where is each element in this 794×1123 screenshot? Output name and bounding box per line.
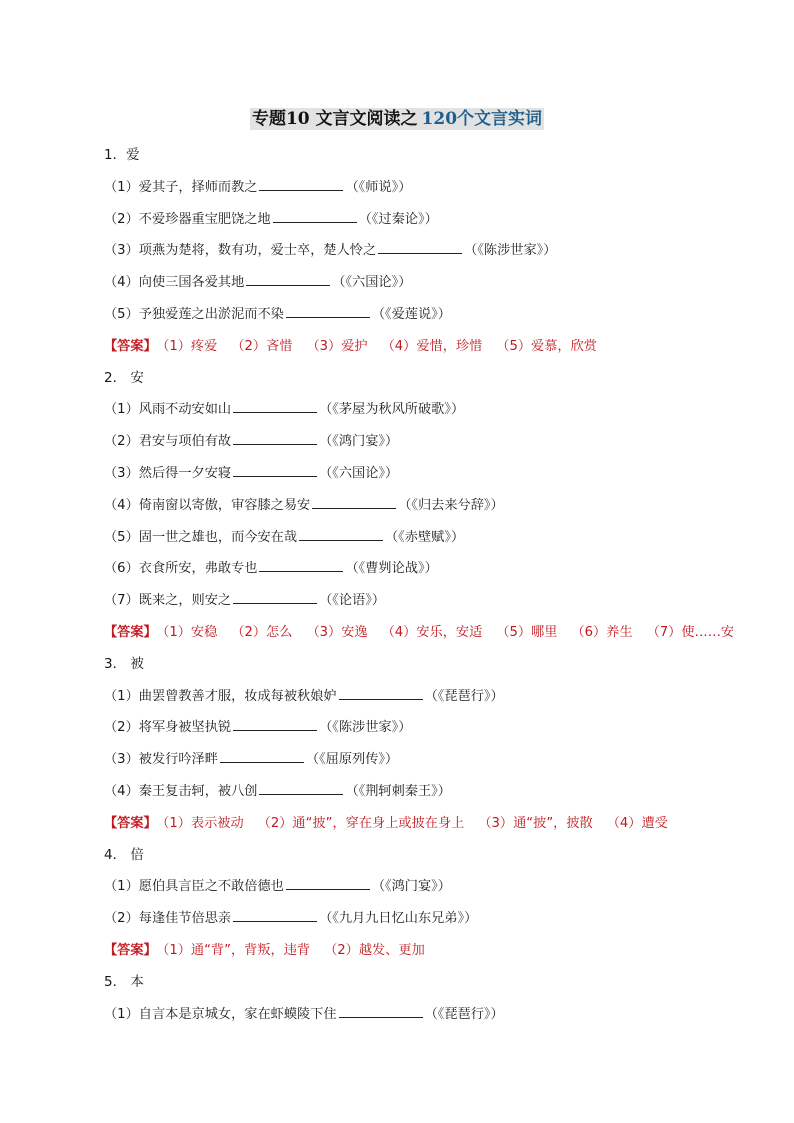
item-text: 愿伯具言臣之不敢倍德也 [138, 879, 284, 895]
item-text: 将军身被坚执锐 [138, 720, 232, 736]
item-number: （2） [104, 911, 139, 927]
item-number: （7） [104, 593, 139, 609]
item-source: （《屈原列传》） [305, 752, 399, 768]
answer-item: （3）安逸 [306, 624, 368, 640]
answer-item: （2）越发、更加 [324, 942, 425, 958]
item-text: 向使三国各爱其地 [138, 275, 245, 291]
exercise-item [104, 235, 744, 267]
answer-line [104, 808, 744, 840]
answer-tag: 【答案】 [104, 624, 157, 640]
exercise-item [104, 299, 744, 331]
item-text: 秦王复击轲，被八创 [138, 783, 258, 799]
exercise-item [104, 172, 744, 204]
exercise-item [104, 426, 744, 458]
item-number: （2） [104, 434, 139, 450]
exercise-item [104, 267, 744, 299]
item-source: （《论语》） [319, 593, 386, 609]
section-heading: 5． 本 [104, 973, 144, 990]
document-body [104, 140, 744, 1030]
answer-line [104, 935, 744, 967]
item-text: 然后得一夕安寝 [138, 465, 232, 481]
item-source: （《琵琶行》） [424, 688, 504, 704]
answer-blank [299, 527, 383, 541]
item-source: （《师说》） [345, 179, 412, 195]
item-source: （《陈涉世家》） [464, 243, 557, 259]
item-number: （1） [104, 1006, 139, 1022]
answer-tag: 【答案】 [104, 942, 157, 958]
item-text: 不爱珍器重宝肥饶之地 [138, 211, 271, 227]
item-number: （3） [104, 465, 139, 481]
answer-blank [233, 908, 317, 922]
item-number: （5） [104, 529, 139, 545]
exercise-item [104, 553, 744, 585]
answer-item: （1）安稳 [162, 624, 218, 640]
item-number: （4） [104, 783, 139, 799]
item-number: （5） [104, 306, 139, 322]
item-text: 每逢佳节倍思亲 [138, 911, 232, 927]
item-source: （《爱莲说》） [371, 306, 451, 322]
answer-blank [259, 558, 343, 572]
exercise-item [104, 458, 744, 490]
answer-blank [233, 590, 317, 604]
item-number: （1） [104, 879, 139, 895]
exercise-item [104, 776, 744, 808]
item-source: （《陈涉世家》） [319, 720, 412, 736]
item-text: 风雨不动安如山 [138, 402, 232, 418]
section-heading: 3． 被 [104, 655, 144, 672]
item-text: 被发行吟泽畔 [138, 752, 218, 768]
item-number: （2） [104, 720, 139, 736]
answer-item: （4）爱惜，珍惜 [381, 338, 483, 354]
answer-blank [220, 749, 304, 763]
item-source: （《茅屋为秋风所破歌》） [319, 402, 465, 418]
item-text: 曲罢曾教善才服，妆成每被秋娘妒 [138, 688, 337, 704]
answer-item: （3）通“披”，披散 [478, 815, 593, 831]
answer-tag: 【答案】 [104, 815, 157, 831]
answer-blank [233, 399, 317, 413]
item-source: （《琵琶行》） [424, 1006, 504, 1022]
exercise-item [104, 394, 744, 426]
answer-line [104, 617, 744, 649]
answer-line [104, 331, 744, 363]
item-source: （《曹刿论战》） [345, 561, 438, 577]
answer-blank [259, 177, 343, 191]
item-text: 自言本是京城女，家在虾蟆陵下住 [138, 1006, 337, 1022]
answer-item: （7）使……安 [646, 624, 735, 640]
item-text: 予独爱莲之出淤泥而不染 [138, 306, 284, 322]
item-number: （6） [104, 561, 139, 577]
exercise-item [104, 871, 744, 903]
answer-blank [286, 304, 370, 318]
item-text: 倚南窗以寄傲，审容膝之易安 [138, 497, 311, 513]
item-source: （《六国论》） [319, 465, 399, 481]
exercise-item [104, 999, 744, 1031]
item-text: 固一世之雄也，而今安在哉 [138, 529, 298, 545]
answer-item: （4）安乐，安适 [381, 624, 483, 640]
answer-item: （1）疼爱 [162, 338, 218, 354]
answer-blank [312, 495, 396, 509]
exercise-item [104, 204, 744, 236]
answer-blank [339, 1004, 423, 1018]
item-number: （4） [104, 275, 139, 291]
exercise-item [104, 903, 744, 935]
item-source: （《鸿门宴》） [371, 879, 451, 895]
exercise-item [104, 712, 744, 744]
exercise-item [104, 522, 744, 554]
answer-blank [246, 272, 330, 286]
item-number: （1） [104, 402, 139, 418]
item-source: （《六国论》） [332, 275, 412, 291]
answer-blank [286, 876, 370, 890]
answer-item: （1）表示被动 [162, 815, 244, 831]
answer-blank [339, 686, 423, 700]
item-text: 君安与项伯有故 [138, 434, 232, 450]
item-number: （3） [104, 243, 139, 259]
item-number: （3） [104, 752, 139, 768]
item-number: （1） [104, 179, 139, 195]
section-heading: 2． 安 [104, 369, 144, 386]
exercise-item [104, 744, 744, 776]
item-source: （《鸿门宴》） [319, 434, 399, 450]
answer-item: （5）哪里 [496, 624, 558, 640]
answer-item: （1）通“背”，背叛，违背 [162, 942, 311, 958]
answer-item: （3）爱护 [306, 338, 368, 354]
answer-item: （6）养生 [571, 624, 633, 640]
item-source: （《赤壁赋》） [385, 529, 465, 545]
section-heading: 4． 倍 [104, 846, 144, 863]
title-part-1: 专题10 文言文阅读之 [251, 109, 418, 129]
answer-blank [259, 781, 343, 795]
item-source: （《九月九日忆山东兄弟》） [319, 911, 478, 927]
item-number: （2） [104, 211, 139, 227]
answer-blank [378, 240, 462, 254]
item-number: （4） [104, 497, 139, 513]
item-source: （《荆轲刺秦王》） [345, 783, 451, 799]
item-text: 既来之，则安之 [138, 593, 232, 609]
answer-item: （2）通“披”，穿在身上或披在身上 [257, 815, 465, 831]
item-text: 项燕为楚将，数有功，爱士卒，楚人怜之 [138, 243, 377, 259]
item-text: 爱其子，择师而教之 [138, 179, 258, 195]
title-part-2: 120个文言实词 [421, 109, 543, 129]
page-title [0, 104, 794, 129]
exercise-item [104, 490, 744, 522]
exercise-item [104, 681, 744, 713]
section-heading: 1．爱 [104, 147, 140, 163]
exercise-item [104, 585, 744, 617]
answer-item: （5）爱慕，欣赏 [496, 338, 597, 354]
answer-blank [233, 431, 317, 445]
answer-tag: 【答案】 [104, 338, 157, 354]
answer-blank [233, 717, 317, 731]
answer-item: （4）遭受 [606, 815, 668, 831]
item-text: 衣食所安，弗敢专也 [138, 561, 258, 577]
answer-blank [233, 463, 317, 477]
item-source: （《归去来兮辞》） [398, 497, 504, 513]
item-source: （《过秦论》） [358, 211, 438, 227]
answer-blank [273, 209, 357, 223]
item-number: （1） [104, 688, 139, 704]
answer-item: （2）怎么 [231, 624, 293, 640]
answer-item: （2）吝惜 [231, 338, 293, 354]
